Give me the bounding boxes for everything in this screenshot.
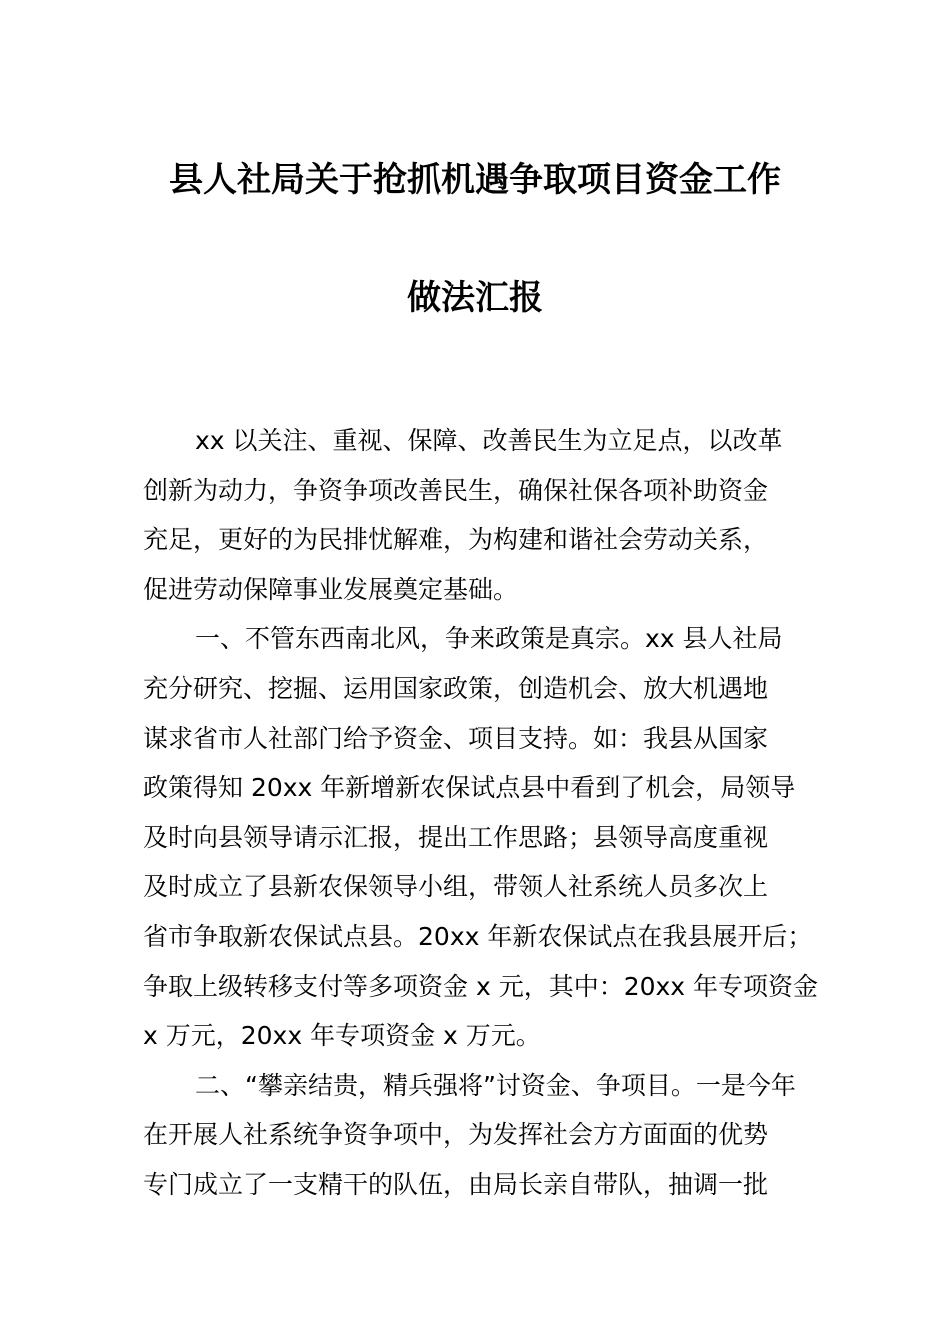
body-line: 在开展人社系统争资争项中，为发挥社会方方面面的优势 [143, 1120, 769, 1150]
body-line: x 万元，20xx 年专项资金 x 万元。 [143, 1021, 541, 1051]
body-line: 争取上级转移支付等多项资金 x 元，其中：20xx 年专项资金 [143, 971, 819, 1001]
body-line: 省市争取新农保试点县。20xx 年新农保试点在我县展开后； [143, 921, 813, 951]
body-line: 专门成立了一支精干的队伍，由局长亲自带队，抽调一批 [143, 1169, 769, 1199]
body-line: xx 以关注、重视、保障、改善民生为立足点，以改革 [195, 426, 783, 455]
document-body [143, 416, 819, 1210]
body-line: 创新为动力，争资争项改善民生，确保社保各项补助资金 [143, 475, 769, 505]
body-line: 充足，更好的为民排忧解难，为构建和谐社会劳动关系， [143, 525, 769, 555]
body-line: 及时成立了县新农保领导小组，带领人社系统人员多次上 [143, 872, 769, 902]
body-line: 政策得知 20xx 年新增新农保试点县中看到了机会，局领导 [143, 773, 796, 803]
body-line: 一、不管东西南北风，争来政策是真宗。xx 县人社局 [195, 624, 783, 654]
body-line: 促进劳动保障事业发展奠定基础。 [143, 574, 519, 604]
body-line: 充分研究、挖掘、运用国家政策，创造机会、放大机遇地 [143, 673, 769, 703]
document-title-line-1: 县人社局关于抢抓机遇争取项目资金工作 [169, 160, 781, 200]
body-line: 及时向县领导请示汇报，提出工作思路；县领导高度重视 [143, 822, 769, 852]
body-line: 谋求省市人社部门给予资金、项目支持。如：我县从国家 [143, 723, 769, 753]
document-title-line-2: 做法汇报 [407, 278, 543, 318]
body-line: 二、“攀亲结贵，精兵强将”讨资金、争项目。一是今年 [195, 1070, 796, 1100]
